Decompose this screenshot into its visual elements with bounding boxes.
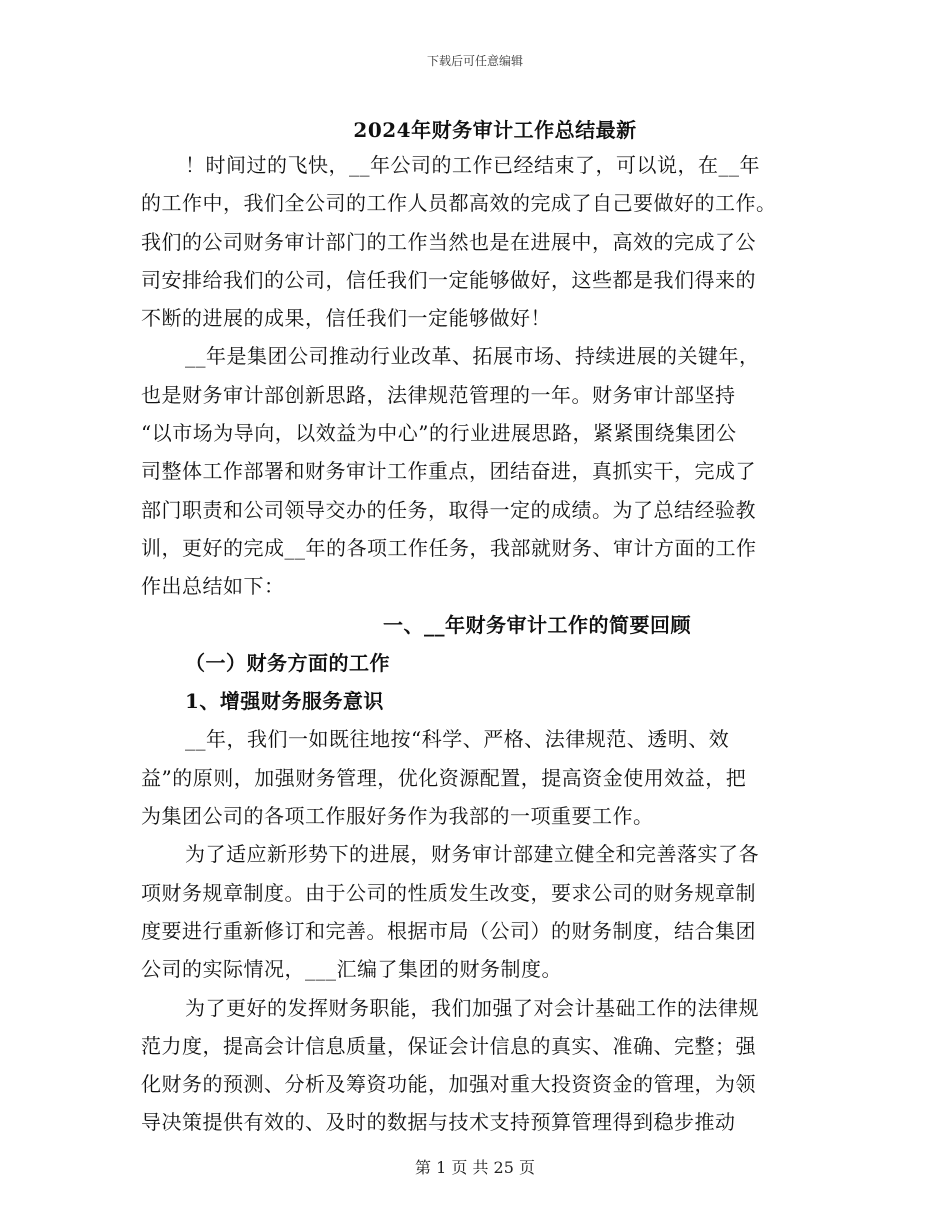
paragraph-line: __年是集团公司推动行业改革、拓展市场、持续进展的关键年， xyxy=(185,344,760,369)
subsection-heading: 1、增强财务服务意识 xyxy=(185,689,384,714)
paragraph-line: 的工作中，我们全公司的工作人员都高效的完成了自己要做好的工作。 xyxy=(141,191,777,216)
page-footer: 第 1 页 共 25 页 xyxy=(415,1158,535,1177)
section-heading: 一、__年财务审计工作的简要回顾 xyxy=(383,612,691,637)
paragraph-line: 司整体工作部署和财务审计工作重点，团结奋进，真抓实干，完成了 xyxy=(141,459,756,484)
document-body xyxy=(141,146,813,1142)
paragraph-line: 部门职责和公司领导交办的任务，取得一定的成绩。为了总结经验教 xyxy=(141,497,756,522)
paragraph-line: 范力度，提高会计信息质量，保证会计信息的真实、准确、完整；强 xyxy=(141,1033,756,1058)
paragraph-line: “以市场为导向，以效益为中心”的行业进展思路，紧紧围绕集团公 xyxy=(141,421,737,446)
paragraph-line: 项财务规章制度。由于公司的性质发生改变，要求公司的财务规章制 xyxy=(141,880,756,905)
paragraph-line: 不断的进展的成果，信任我们一定能够做好！ xyxy=(141,306,551,331)
paragraph-line: __年，我们一如既往地按“科学、严格、法律规范、透明、效 xyxy=(185,727,730,752)
paragraph-line: 公司的实际情况，___汇编了集团的财务制度。 xyxy=(141,957,562,982)
paragraph-line: 益”的原则，加强财务管理，优化资源配置，提高资金使用效益，把 xyxy=(141,765,747,790)
paragraph-line: 导决策提供有效的、及时的数据与技术支持预算管理得到稳步推动 xyxy=(141,1110,736,1135)
paragraph-line: 为了适应新形势下的进展，财务审计部建立健全和完善落实了各 xyxy=(185,842,759,867)
document-title: 2024年财务审计工作总结最新 xyxy=(353,118,637,142)
paragraph-line: 为了更好的发挥财务职能，我们加强了对会计基础工作的法律规 xyxy=(185,995,759,1020)
paragraph-line: 度要进行重新修订和完善。根据市局（公司）的财务制度，结合集团 xyxy=(141,918,756,943)
paragraph-line: ！时间过的飞快，__年公司的工作已经结束了，可以说，在__年 xyxy=(185,153,760,177)
page-header: 下载后可任意编辑 xyxy=(426,54,523,68)
paragraph-line: 我们的公司财务审计部门的工作当然也是在进展中，高效的完成了公 xyxy=(141,229,756,254)
paragraph-line: 化财务的预测、分析及筹资功能，加强对重大投资资金的管理，为领 xyxy=(141,1072,756,1097)
paragraph-line: 作出总结如下： xyxy=(141,574,285,599)
subsection-heading: （一）财务方面的工作 xyxy=(185,650,390,675)
paragraph-line: 司安排给我们的公司，信任我们一定能够做好，这些都是我们得来的 xyxy=(141,267,756,292)
paragraph-line: 为集团公司的各项工作服好务作为我部的一项重要工作。 xyxy=(141,804,654,829)
paragraph-line: 也是财务审计部创新思路，法律规范管理的一年。财务审计部坚持 xyxy=(141,382,736,407)
paragraph-line: 训，更好的完成__年的各项工作任务，我部就财务、审计方面的工作 xyxy=(141,535,757,560)
